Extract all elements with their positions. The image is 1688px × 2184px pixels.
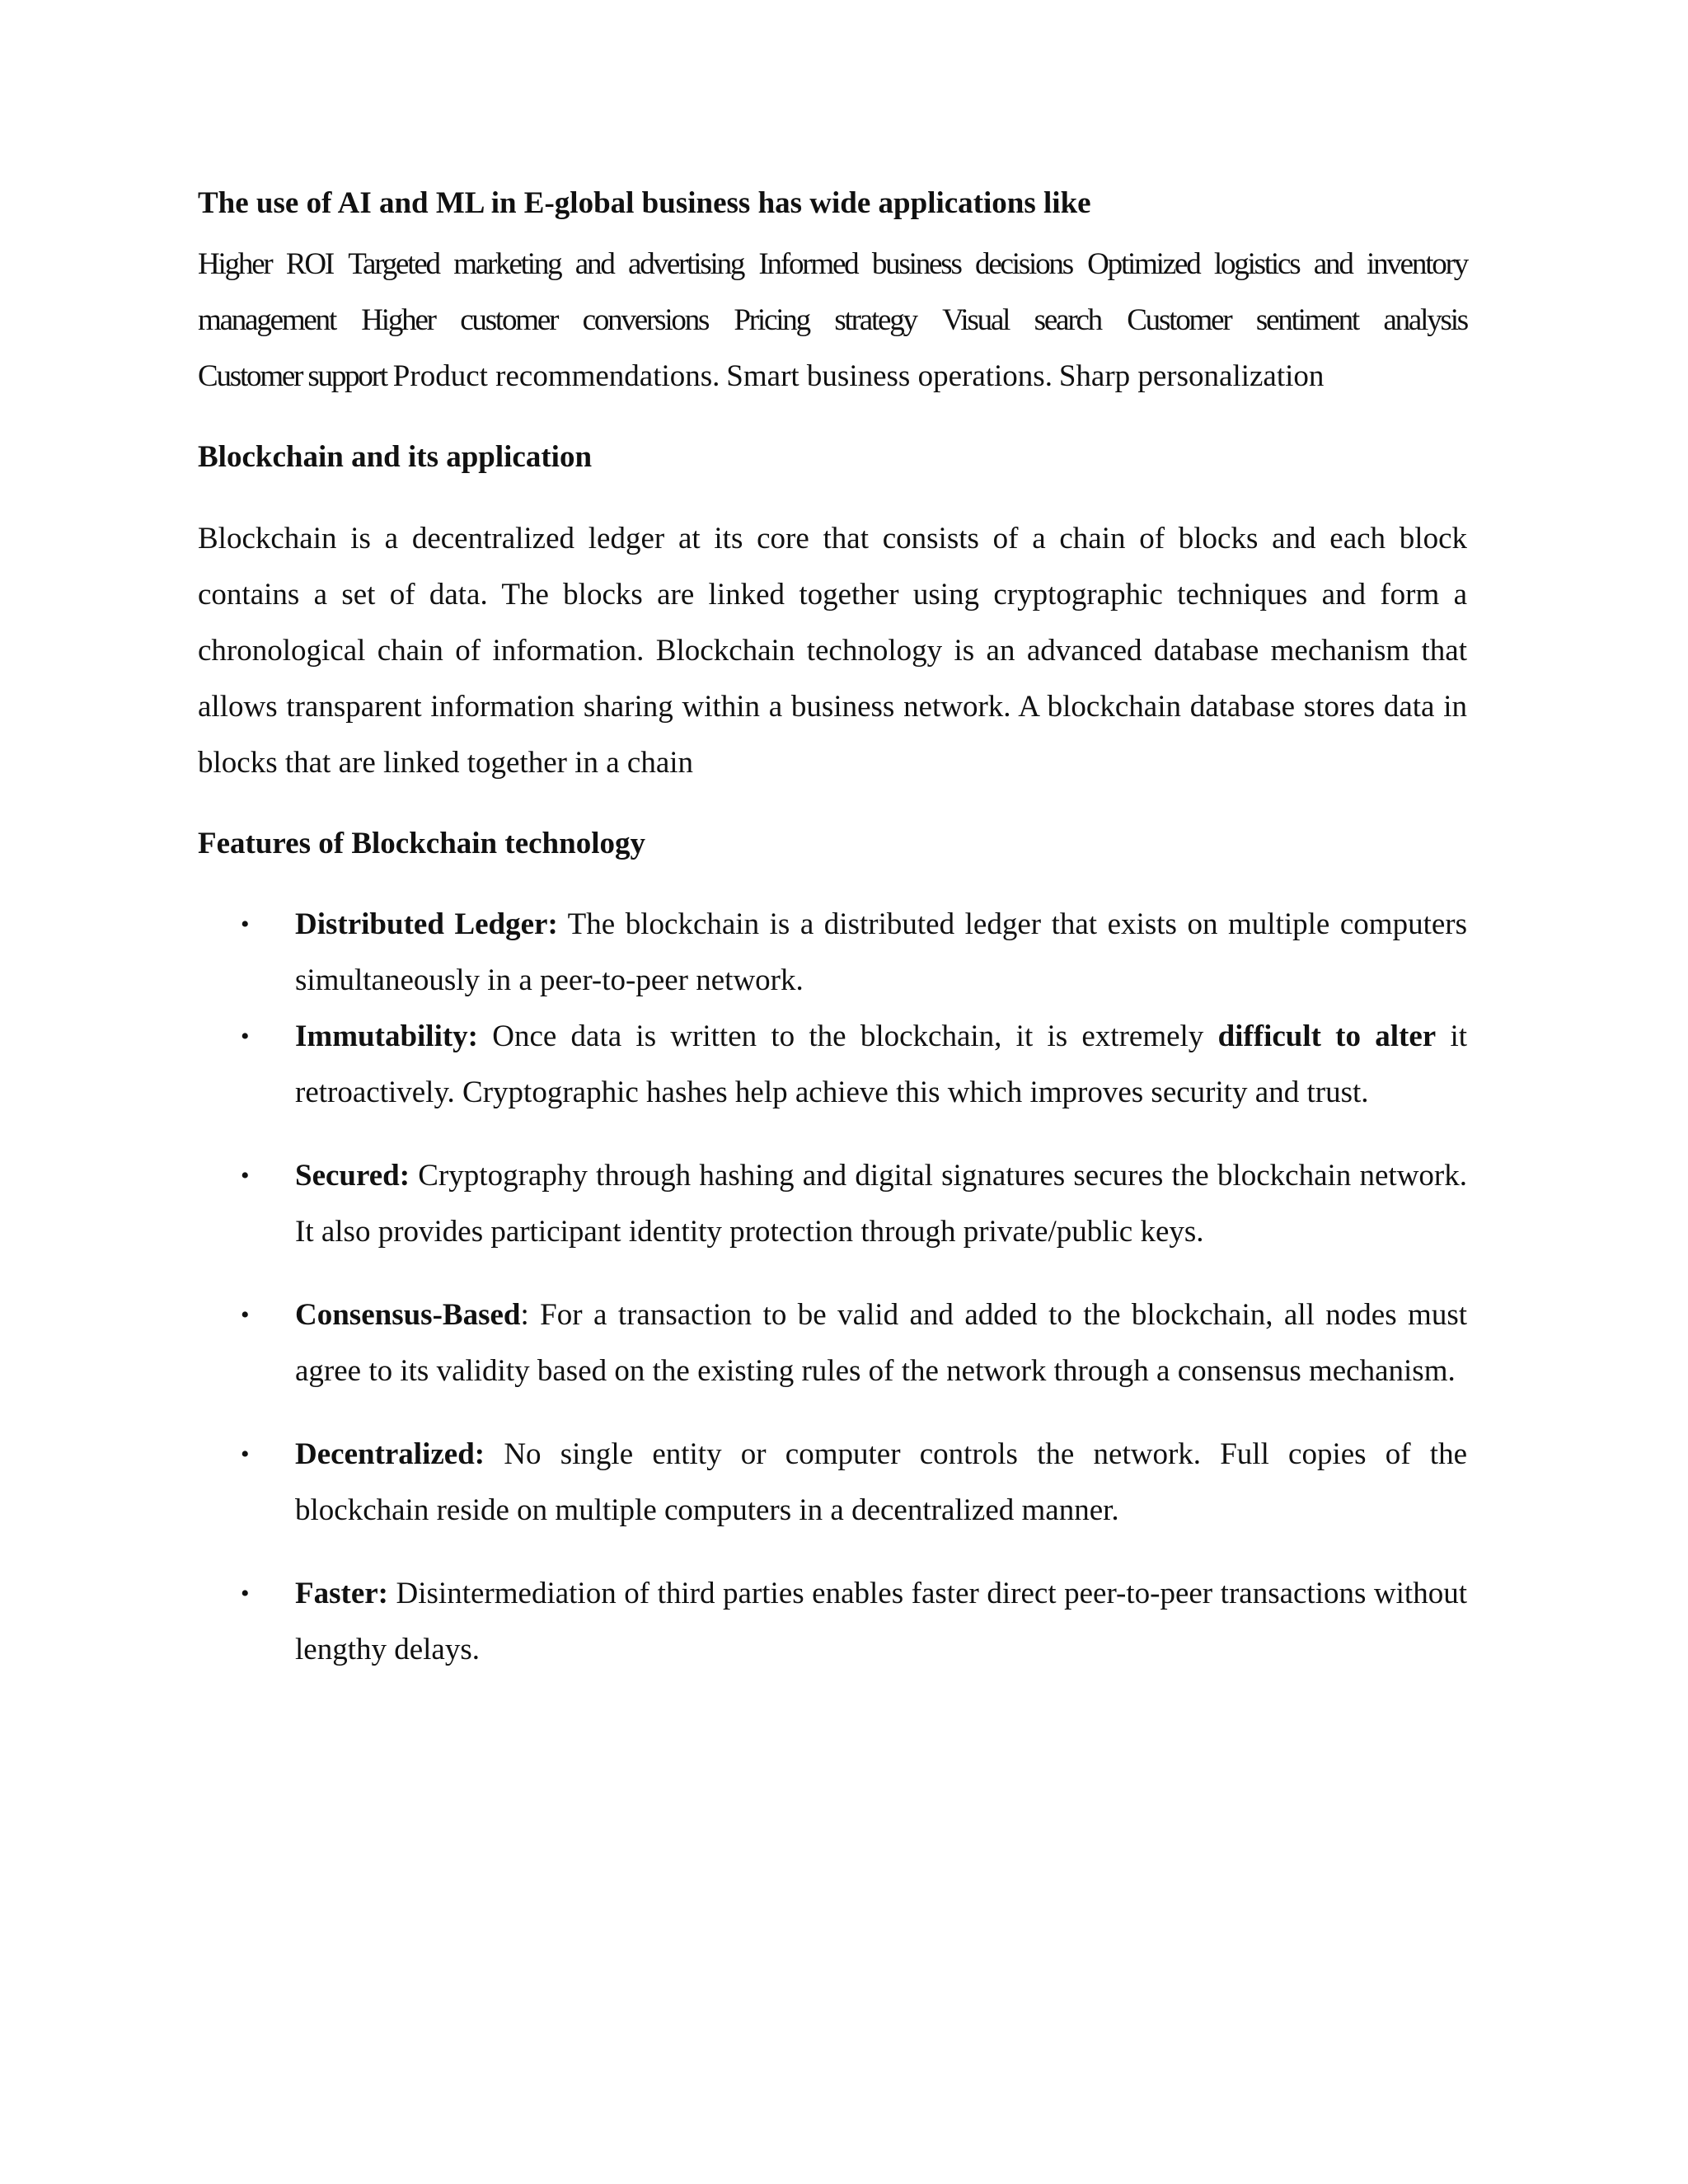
- feature-term: Distributed Ledger:: [295, 907, 558, 942]
- feature-text: Disintermediation of third parties enables faster direct peer-to-peer transactions without lengthy delays.: [295, 1577, 1467, 1667]
- ai-ml-heading: The use of AI and ML in E-global business has wide applications like: [198, 186, 1091, 220]
- feature-term: Immutability:: [295, 1019, 478, 1054]
- application-item: Informed business decisions: [758, 247, 1072, 282]
- bullet-icon: •: [241, 911, 250, 939]
- applications-list: [198, 237, 1467, 405]
- application-item: Targeted marketing and advertising: [348, 247, 744, 282]
- blockchain-paragraph: Blockchain is a decentralized ledger at its core that consists of a chain of blocks and each block contains a set of data. The blocks are linked together using cryptographic techniques and form a chronological chain of information. Blockchain technology is an advanced database mechanism that allows transparent information sharing within a business network. A blockchain database stores data in blocks that are linked together in a chain: [198, 521, 1467, 780]
- application-item: Higher customer conversions: [361, 303, 709, 338]
- feature-text: No single entity or computer controls the network. Full copies of the blockchain reside on multiple computers in a decentralized manner.: [295, 1437, 1467, 1528]
- feature-item-distributed-ledger: [198, 897, 1467, 1009]
- application-item: Sharp personalization: [1058, 359, 1325, 394]
- feature-emphasis: difficult to alter: [1217, 1019, 1437, 1054]
- feature-text: The blockchain is a distributed ledger that exists on multiple computers simultaneously in a peer-to-peer network.: [295, 907, 1467, 998]
- document-page: [198, 185, 1467, 1678]
- feature-text: it retroactively. Cryptographic hashes help achieve this which improves security and trust.: [295, 1019, 1468, 1110]
- feature-term: Consensus-Based: [295, 1298, 521, 1333]
- feature-text: Cryptography through hashing and digital signatures secures the blockchain network. It also provides participant identity protection through private/public keys.: [295, 1159, 1467, 1249]
- bullet-icon: •: [241, 1301, 250, 1329]
- application-item: Customer sentiment analysis: [1127, 303, 1467, 338]
- bullet-icon: •: [241, 1023, 250, 1051]
- feature-item-immutability: [198, 1009, 1467, 1121]
- feature-item-faster: [198, 1566, 1467, 1678]
- blockchain-heading: Blockchain and its application: [198, 440, 593, 475]
- feature-item-decentralized: [198, 1427, 1467, 1539]
- bullet-icon: •: [241, 1162, 250, 1190]
- feature-item-consensus-based: [198, 1287, 1467, 1399]
- application-item: Smart business operations.: [726, 359, 1053, 394]
- feature-term: Secured:: [295, 1159, 410, 1193]
- application-item: Pricing strategy: [734, 303, 917, 338]
- application-item: Visual search: [942, 303, 1101, 338]
- feature-term: Decentralized:: [295, 1437, 485, 1472]
- features-heading: Features of Blockchain technology: [198, 826, 645, 860]
- application-item: Customer support: [198, 359, 387, 394]
- feature-item-secured: [198, 1148, 1467, 1260]
- application-item: Higher ROI: [198, 247, 334, 282]
- feature-term: Faster:: [295, 1577, 388, 1611]
- application-item: Optimized logistics and inventory management: [198, 247, 1468, 338]
- feature-text: : For a transaction to be valid and added to the blockchain, all nodes must agree to its validity based on the existing rules of the network through a consensus mechanism.: [295, 1298, 1467, 1389]
- application-item: Product recommendations.: [392, 359, 720, 394]
- bullet-icon: •: [241, 1580, 250, 1608]
- features-list: [198, 897, 1467, 1678]
- bullet-icon: •: [241, 1441, 250, 1469]
- feature-text: Once data is written to the blockchain, it is extremely: [478, 1019, 1218, 1054]
